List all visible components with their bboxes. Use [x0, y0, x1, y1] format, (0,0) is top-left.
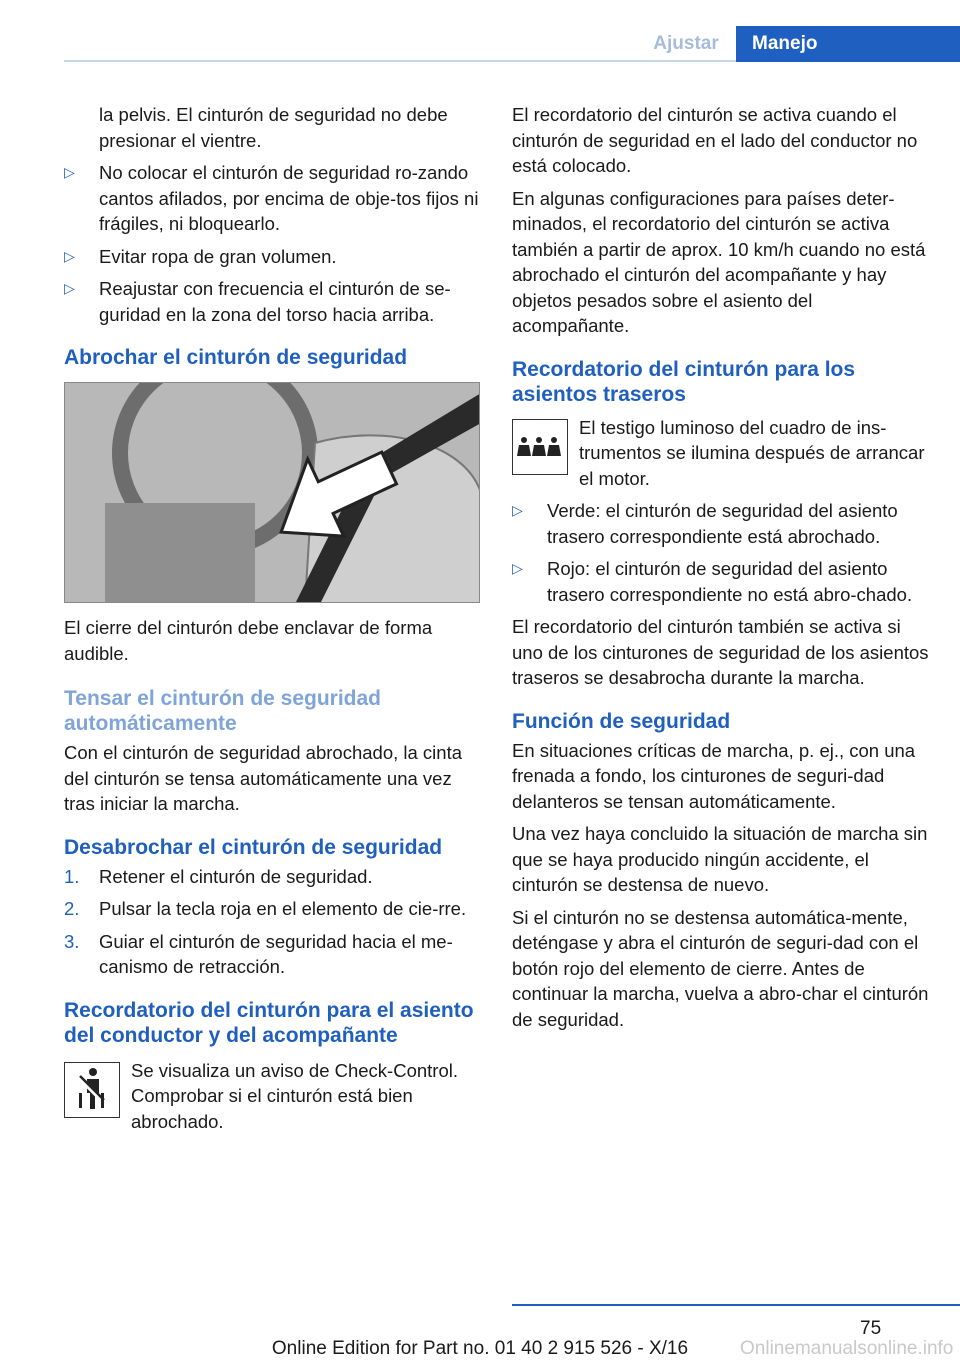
right-column — [512, 102, 932, 1039]
list-item: ▷ Reajustar con frecuencia el cinturón de se‐guridad en la zona del torso hacia arriba. — [64, 278, 451, 325]
paragraph: En situaciones críticas de marcha, p. ej., con una frenada a fondo, los cinturones de seguri‐dad delanteros se tensan automáticamente. — [512, 739, 916, 812]
heading-funcion-seguridad: Función de seguridad — [512, 709, 731, 733]
edition-footer: Online Edition for Part no. 01 40 2 915 526 - X/16 — [271, 1338, 689, 1359]
paragraph: El recordatorio del cinturón se activa cuando el cinturón de seguridad en el lado del conductor no está colocado. — [512, 104, 918, 176]
bullet-triangle-icon: ▷ — [512, 560, 523, 576]
seatbelt-buckle-photo — [64, 382, 480, 603]
photo-caption: El cierre del cinturón debe enclavar de forma audible. — [64, 617, 433, 664]
list-item: ▷ No colocar el cinturón de seguridad ro‐zando cantos afilados, por encima de obje‐tos fijos ni frágiles, ni bloquearlo. — [64, 162, 479, 234]
seatbelt-illustration — [65, 383, 480, 603]
watermark: Onlinemanualsonline.info — [740, 1338, 954, 1359]
rear-status-list — [512, 498, 932, 607]
left-column — [64, 102, 482, 1141]
list-item: 2. Pulsar la tecla roja en el elemento de cie‐rre. — [64, 898, 467, 919]
paragraph: Si el cinturón no se destensa automática‐mente, deténgase y abra el cinturón de seguri‐dad con el botón rojo del elemento de cierre. Antes de continuar la marcha, vuelva a abro‐char el cinturón de seguridad. — [512, 906, 929, 1030]
list-item: ▷ Verde: el cinturón de seguridad del asiento trasero correspondiente está abrochado. — [512, 500, 898, 547]
bullet-triangle-icon: ▷ — [512, 502, 523, 518]
seatbelt-warning-icon — [64, 1062, 120, 1118]
list-item: 1. Retener el cinturón de seguridad. — [64, 865, 373, 887]
heading-recordatorio-traseros: Recordatorio del cinturón para los asientos traseros — [512, 357, 856, 406]
heading-recordatorio-delantero: Recordatorio del cinturón para el asiento del conductor y del acompañante — [64, 998, 474, 1047]
heading-abrochar: Abrochar el cinturón de seguridad — [64, 346, 408, 369]
check-control-row — [64, 1058, 482, 1135]
rear-indicator-row — [512, 415, 932, 492]
heading-desabrochar: Desabrochar el cinturón de seguridad — [64, 835, 443, 859]
bullet-triangle-icon: ▷ — [64, 247, 75, 264]
paragraph: Una vez haya concluido la situación de marcha sin que se haya producido ningún accidente, el cinturón se destensa de nuevo. — [512, 823, 928, 895]
paragraph: El recordatorio del cinturón también se activa si uno de los cinturones de seguridad de los asientos traseros se desabrocha durante la marcha. — [512, 616, 929, 688]
bullet-triangle-icon: ▷ — [64, 164, 75, 180]
tab-ajustar[interactable]: Ajustar — [653, 33, 719, 54]
page-number: 75 — [860, 1318, 882, 1339]
unbuckle-steps — [64, 864, 482, 980]
precautions-list — [64, 160, 482, 327]
list-item: ▷ Evitar ropa de gran volumen. — [64, 244, 482, 270]
intro-text: la pelvis. El cinturón de seguridad no debe presionar el vientre. — [99, 104, 448, 151]
list-item: 3. Guiar el cinturón de seguridad hacia el me‐canismo de retracción. — [64, 930, 453, 977]
heading-tensar: Tensar el cinturón de seguridad automáticamente — [64, 687, 382, 735]
rear-indicator-text: El testigo luminoso del cuadro de ins‐trumentos se ilumina después de arrancar el motor. — [579, 416, 925, 489]
paragraph: En algunas configuraciones para países deter‐minados, el recordatorio del cinturón se activa también a partir de aprox. 10 km/h cuando no está abrochado el cinturón del acompañante y hay objetos pesados sobre el asiento del acompañante. — [512, 187, 926, 336]
footer-rule — [512, 1304, 960, 1306]
tab-manejo[interactable]: Manejo — [736, 26, 960, 62]
tensar-text: Con el cinturón de seguridad abrochado, la cinta del cinturón se tensa automáticamente una vez tras iniciar la marcha. — [64, 742, 463, 814]
list-item: ▷ Rojo: el cinturón de seguridad del asiento trasero correspondiente no está abro‐chado. — [512, 558, 913, 605]
check-control-text: Se visualiza un aviso de Check-Control. Comprobar si el cinturón está bien abrochado. — [131, 1059, 458, 1132]
rear-seatbelt-lamp-icon — [512, 419, 568, 475]
bullet-triangle-icon: ▷ — [64, 280, 75, 296]
